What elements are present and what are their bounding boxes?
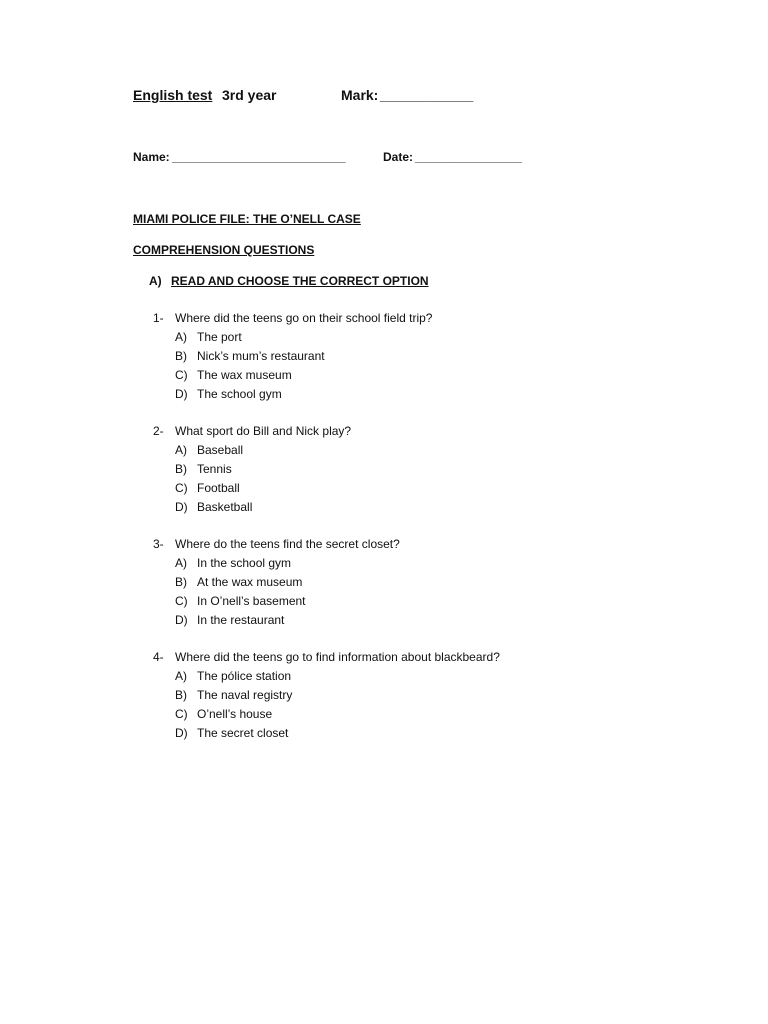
question-number: 1- — [153, 311, 164, 325]
year-label: 3rd year — [222, 87, 277, 103]
option-letter: D) — [175, 500, 188, 514]
option-text: The pólice station — [197, 669, 292, 683]
option-letter: D) — [175, 387, 188, 401]
option-letter: B) — [175, 575, 187, 589]
option-letter: D) — [175, 613, 188, 627]
question-text: Where did the teens go on their school field trip? — [175, 311, 433, 325]
option-text: At the wax museum — [197, 575, 303, 589]
option-letter: D) — [175, 726, 188, 740]
option-text: In the restaurant — [197, 613, 285, 627]
question-number: 3- — [153, 537, 164, 551]
option-text: The port — [197, 330, 242, 344]
question-text: Where do the teens find the secret closet? — [175, 537, 400, 551]
file-title: MIAMI POLICE FILE: THE O’NELL CASE — [133, 212, 361, 226]
question-text: What sport do Bill and Nick play? — [175, 424, 352, 438]
name-label: Name: — [133, 150, 170, 164]
mark-blank: ____________ — [380, 87, 474, 103]
option-text: The naval registry — [197, 688, 293, 702]
option-text: Tennis — [197, 462, 232, 476]
name-blank: __________________________ — [172, 150, 346, 164]
option-letter: B) — [175, 688, 187, 702]
option-text: O’nell’s house — [197, 707, 273, 721]
option-text: In the school gym — [197, 556, 292, 570]
option-letter: A) — [175, 556, 187, 570]
option-text: Nick’s mum’s restaurant — [197, 349, 325, 363]
option-letter: C) — [175, 481, 188, 495]
question-text: Where did the teens go to find information about blackbeard? — [175, 650, 500, 664]
option-letter: B) — [175, 349, 187, 363]
question-number: 2- — [153, 424, 164, 438]
option-letter: B) — [175, 462, 187, 476]
option-text: Baseball — [197, 443, 244, 457]
comprehension-title: COMPREHENSION QUESTIONS — [133, 243, 315, 257]
option-text: In O’nell’s basement — [197, 594, 306, 608]
option-letter: C) — [175, 594, 188, 608]
option-letter: A) — [175, 443, 187, 457]
part-title: READ AND CHOOSE THE CORRECT OPTION — [171, 274, 429, 288]
part-label: A) — [149, 274, 162, 288]
option-letter: C) — [175, 707, 188, 721]
option-text: The secret closet — [197, 726, 289, 740]
option-text: The school gym — [197, 387, 282, 401]
date-label: Date: — [383, 150, 414, 164]
option-text: The wax museum — [197, 368, 292, 382]
option-letter: A) — [175, 669, 187, 683]
mark-label: Mark: — [341, 87, 379, 103]
option-letter: A) — [175, 330, 187, 344]
date-blank: ________________ — [415, 150, 522, 164]
question-number: 4- — [153, 650, 164, 664]
test-title: English test — [133, 87, 213, 103]
option-text: Football — [197, 481, 240, 495]
option-letter: C) — [175, 368, 188, 382]
option-text: Basketball — [197, 500, 253, 514]
